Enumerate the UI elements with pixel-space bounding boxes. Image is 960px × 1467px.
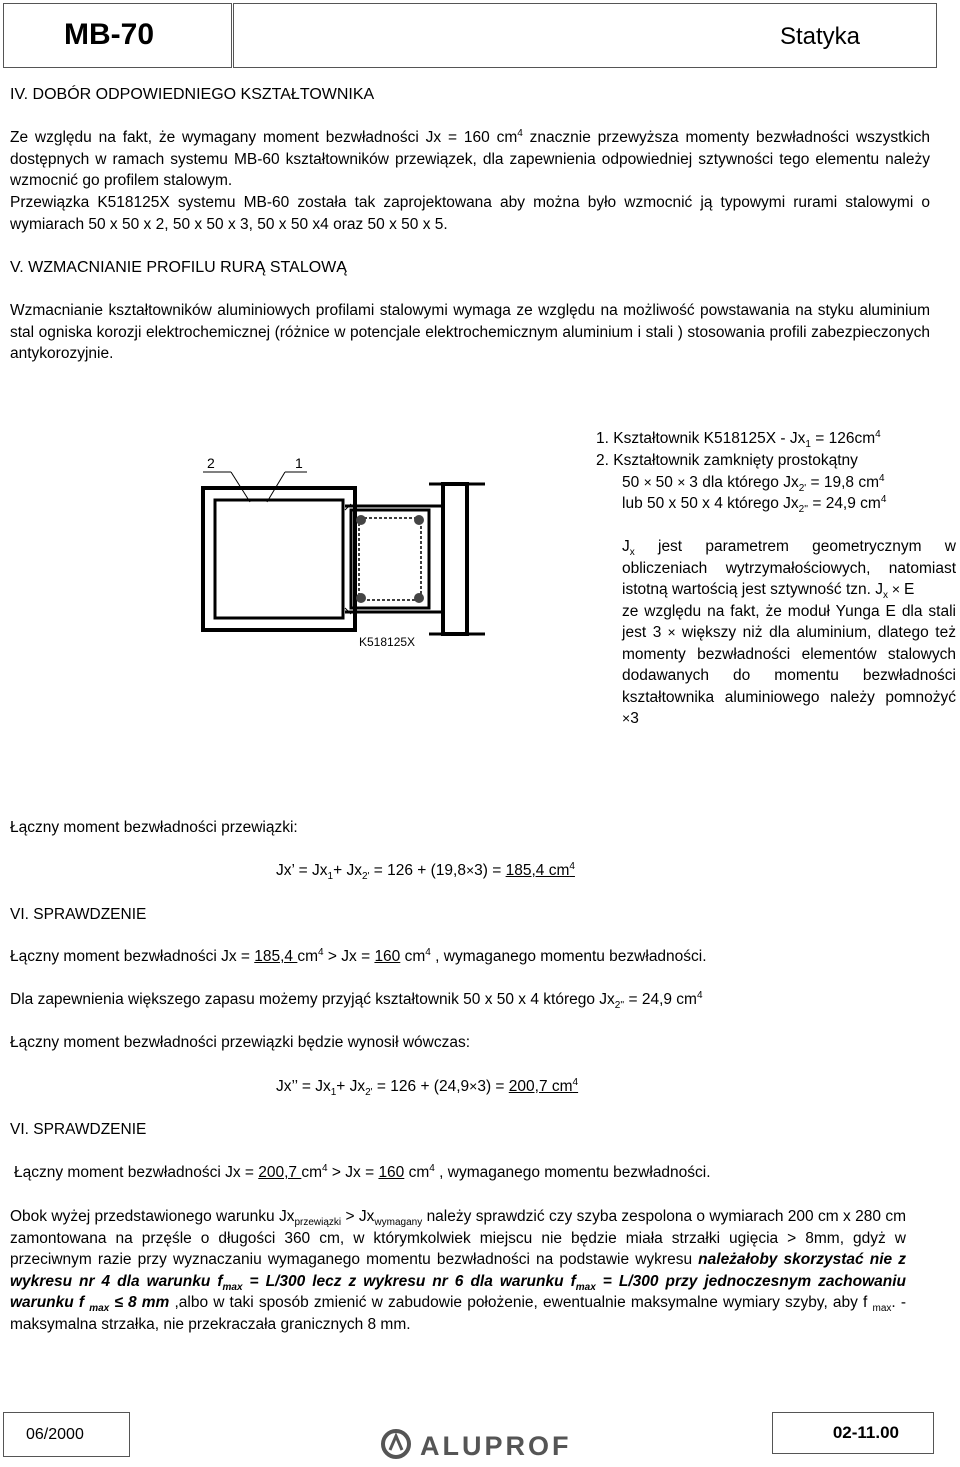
times-icon: × bbox=[469, 1078, 478, 1094]
document-type: Statyka bbox=[779, 23, 860, 50]
footer-date: 06/2000 bbox=[26, 1426, 84, 1443]
drawing-label-2: 2 bbox=[207, 455, 215, 471]
calc-2-label: Łączny moment bezwładności przewiązki będzie wynosił wówczas: bbox=[10, 1034, 471, 1051]
footer-page: 02-11.00 bbox=[832, 1423, 899, 1442]
section-5-paragraph: Wzmacnianie kształtowników aluminiowych profilami stalowymi wymaga ze względu na możliwość powstawania na styku aluminium stal ogniska korozji elektrochemicznej (różnice w potencjale elektrochemicznym aluminium i stali ) stosowania profili zabezpieczonych antykorozyjnie. bbox=[10, 302, 930, 362]
calc-2-intro: Dla zapewnienia większego zapasu możemy przyjąć kształtownik 50 x 50 x 4 którego $Jx_{2''} = 24,9$ $cm^4$ bbox=[10, 989, 703, 1012]
calc-2-equation: Jx’’ = $Jx_1+ Jx_{2'} = 126 + (24,9\times 3) = 200,7$ $cm^4$ bbox=[276, 1076, 579, 1099]
profile-cross-section-drawing bbox=[195, 450, 485, 660]
footer-page-box bbox=[772, 1412, 934, 1454]
footer-date-box bbox=[3, 1412, 130, 1457]
calc-2-check: Łączny moment bezwładności Jx = 200,7 $cm^4 > Jx = 160$ $cm^4$ , wymaganego momentu bezwładności. bbox=[14, 1162, 711, 1181]
section-4-title: IV. DOBÓR ODPOWIEDNIEGO KSZTAŁTOWNIKA bbox=[10, 86, 375, 103]
aluprof-logo bbox=[380, 1426, 590, 1462]
drawing-caption: K518125X bbox=[359, 635, 416, 649]
final-paragraph: Obok wyżej przedstawionego warunku $Jx_{przewiązki} > Jx_{wymagany}$ należy sprawdzić czy szyba zespolona o wymiarach 200 cm x 280 cm zamontowana na przęśle o długości 360 cm, w którymkolwiek miejscu nie będzie miała strzałki ugięcia > 8mm, gdyż w przeciwnym razie przy wyznaczaniu wymaganego momentu bezwładności na podstawie wykresu należałoby skorzystać nie z wykresu nr 4 dla warunku $f_{max} = L/300$ lecz z wykresu nr 6 dla warunku $f_{max} = L/300$ przy jednoczesnym zachowaniu warunku f $_{max}$ ≤ 8 mm ,albo w taki sposób zmienić w zabudowie położenie, ewentualnie maksymalne wymiary szyby, aby f $_{max}$. - maksymalna strzałka, nie przekraczała granicznych 8 mm. bbox=[10, 1208, 907, 1333]
calc-2-check-title: VI. SPRAWDZENIE bbox=[10, 1121, 147, 1138]
header-type-box bbox=[233, 3, 937, 68]
header-code-box bbox=[3, 3, 232, 68]
calc-1-equation: Jx’ = $Jx_1+ Jx_{2'} = 126 + (19,8\times 3) = 185,4$ $cm^4$ bbox=[276, 860, 575, 883]
product-code: MB-70 bbox=[64, 18, 155, 51]
profile-item-2: 2. Kształtownik zamknięty prostokątny 50 × 50 × 3 dla którego $Jx_{2'} = 19,8$ $cm^4$ lub 50 x 50 x 4 którego $Jx_{2''} = 24,9$ $cm^4$ bbox=[596, 452, 887, 516]
calc-1-label: Łączny moment bezwładności przewiązki: bbox=[10, 819, 298, 836]
drawing-label-1: 1 bbox=[295, 455, 303, 471]
brand-name: ALUPROF bbox=[420, 1431, 572, 1461]
calc-1-check: Łączny moment bezwładności Jx = 185,4 $cm^4 > Jx = 160$ $cm^4$ , wymaganego momentu bezwładności. bbox=[10, 946, 707, 965]
times-icon: × bbox=[622, 710, 631, 726]
times-icon: × bbox=[643, 473, 656, 490]
times-icon: × bbox=[661, 624, 682, 640]
calc-1-check-title: VI. SPRAWDZENIE bbox=[10, 906, 147, 923]
times-icon: × bbox=[677, 473, 690, 490]
times-icon: × bbox=[888, 581, 904, 597]
aluprof-logo-icon bbox=[380, 1426, 590, 1462]
stiffness-explanation: $J_x$ jest parametrem geometrycznym w obliczeniach wytrzymałościowych, natomiast istotną wartością jest sztywność tzn. $J_x \times E$ ze względu na fakt, że moduł Yunga E dla stali jest 3 × większy niż dla aluminium, dlatego też momenty bezwładności elementów stalowych dodawanych do momentu bezwładności kształtownika aluminiowego należy pomnożyć ×3 bbox=[622, 538, 956, 727]
profile-item-1: 1. Kształtownik $K518125X - Jx_1 = 126cm^4$ bbox=[596, 428, 881, 451]
section-4-paragraph-1: Ze względu na fakt, że wymagany moment bezwładności Jx = 160 $cm^4$ znacznie przewyższa momenty bezwładności wszystkich dostępnych w ramach systemu MB-60 kształtowników przewiązek, dla zapewnienia odpowiedniej sztywności tego elementu należy wzmocnić go profilem stalowym. bbox=[10, 127, 931, 189]
section-5-title: V. WZMACNIANIE PROFILU RURĄ STALOWĄ bbox=[10, 259, 347, 276]
section-4-paragraph-2: Przewiązka K518125X systemu MB-60 została tak zaprojektowana aby można było wzmocnić ją typowymi rurami stalowymi o wymiarach 50 x 50 x 2, 50 x 50 x 3, 50 x 50 x4 oraz 50 x 50 x 5. bbox=[10, 194, 930, 233]
times-icon: × bbox=[465, 862, 475, 878]
